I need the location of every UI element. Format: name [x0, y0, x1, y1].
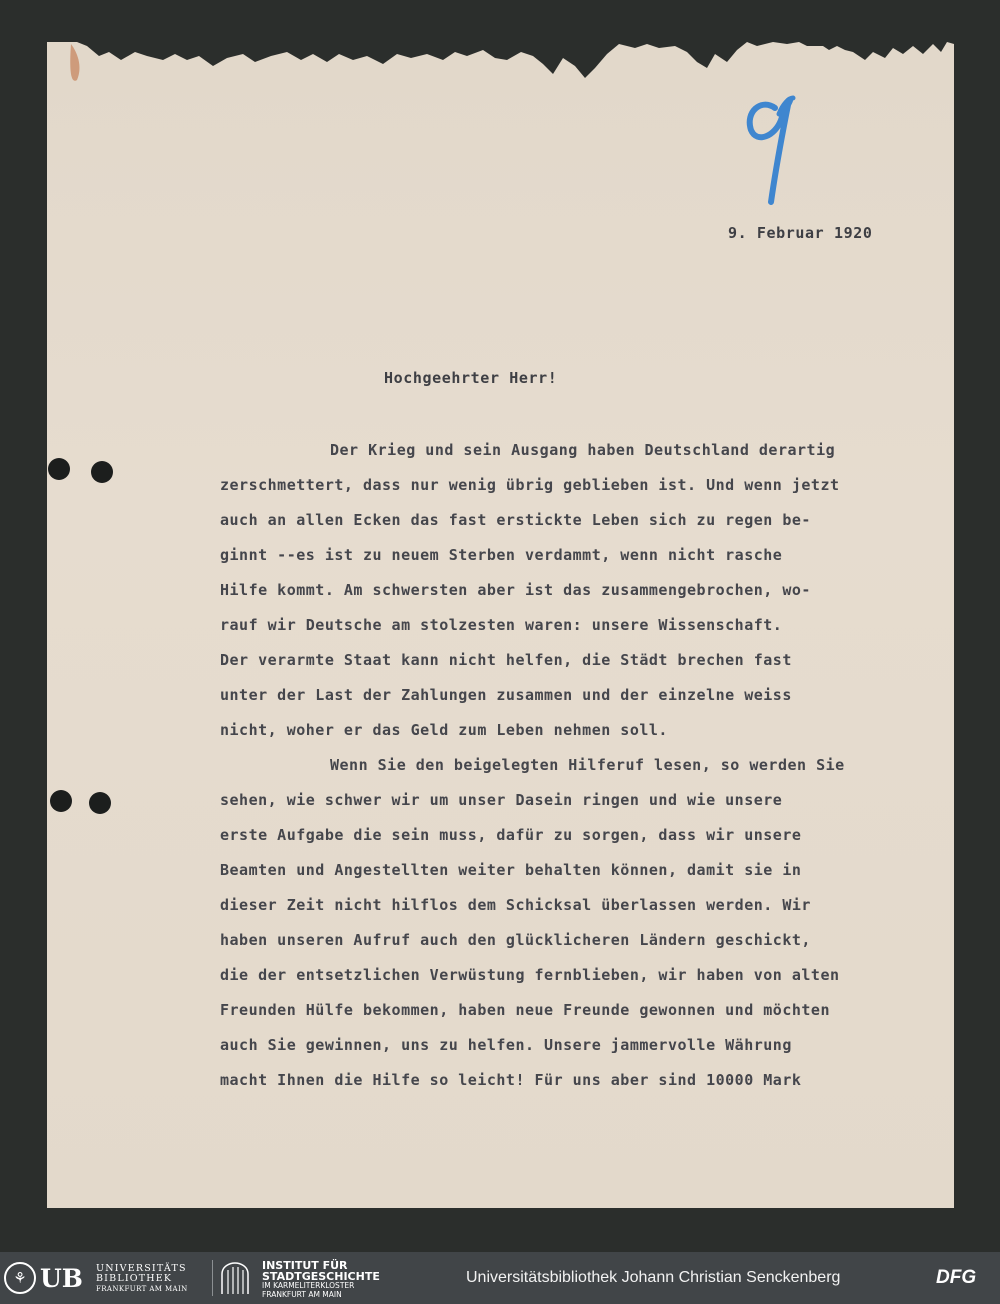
letter-line: Beamten und Angestellten weiter behalten können, damit sie in — [220, 861, 802, 879]
isg-line-2: STADTGESCHICHTE — [262, 1270, 380, 1283]
punch-hole — [91, 461, 113, 483]
isg-name — [262, 1260, 380, 1299]
isg-line-3: IM KARMELITERKLOSTER — [262, 1281, 355, 1290]
letter-date: 9. Februar 1920 — [728, 224, 873, 242]
isg-line-1: INSTITUT FÜR — [262, 1259, 348, 1272]
isg-building-icon — [220, 1262, 250, 1294]
punch-hole — [89, 792, 111, 814]
ub-name — [96, 1264, 188, 1294]
letter-line: zerschmettert, dass nur wenig übrig geblieben ist. Und wenn jetzt — [220, 476, 840, 494]
letter-line: auch Sie gewinnen, uns zu helfen. Unsere jammervolle Währung — [220, 1036, 792, 1054]
letter-line: nicht, woher er das Geld zum Leben nehmen soll. — [220, 721, 668, 739]
letter-line: macht Ihnen die Hilfe so leicht! Für uns aber sind 10000 Mark — [220, 1071, 802, 1089]
ub-line-2: BIBLIOTHEK — [96, 1273, 173, 1284]
letter-line: Freunden Hülfe bekommen, haben neue Freunde gewonnen und möchten — [220, 1001, 830, 1019]
ub-letters: UB — [40, 1264, 83, 1293]
isg-logo[interactable] — [220, 1260, 410, 1298]
footer-divider — [212, 1260, 213, 1296]
letter-line: unter der Last der Zahlungen zusammen und der einzelne weiss — [220, 686, 792, 704]
dfg-logo[interactable]: DFG — [936, 1267, 977, 1288]
salutation: Hochgeehrter Herr! — [384, 369, 558, 387]
letter-line: erste Aufgabe die sein muss, dafür zu sorgen, dass wir unsere — [220, 826, 802, 844]
punch-hole — [50, 790, 72, 812]
isg-line-4: FRANKFURT AM MAIN — [262, 1289, 342, 1299]
library-title: Universitätsbibliothek Johann Christian Senckenberg — [466, 1269, 841, 1286]
ub-seal-icon: ⚘ — [4, 1262, 36, 1294]
letter-line: Der verarmte Staat kann nicht helfen, die Städt brechen fast — [220, 651, 792, 669]
letter-line: rauf wir Deutsche am stolzesten waren: unsere Wissenschaft. — [220, 616, 783, 634]
letter-line: haben unseren Aufruf auch den glücklicheren Ländern geschickt, — [220, 931, 811, 949]
letter-line: ginnt --es ist zu neuem Sterben verdammt, wenn nicht rasche — [220, 546, 783, 564]
punch-hole — [48, 458, 70, 480]
viewer-footer — [0, 1252, 1000, 1304]
letter-line: Der Krieg und sein Ausgang haben Deutschland derartig — [330, 441, 836, 459]
folio-number — [735, 90, 805, 210]
ub-line-3: FRANKFURT AM MAIN — [96, 1285, 188, 1293]
letter-line: auch an allen Ecken das fast erstickte Leben sich zu regen be- — [220, 511, 811, 529]
letter-line: die der entsetzlichen Verwüstung fernblieben, wir haben von alten — [220, 966, 840, 984]
letter-line: Wenn Sie den beigelegten Hilferuf lesen, so werden Sie — [330, 756, 845, 774]
letter-line: Hilfe kommt. Am schwersten aber ist das zusammengebrochen, wo- — [220, 581, 811, 599]
letter-line: sehen, wie schwer wir um unser Dasein ringen und wie unsere — [220, 791, 783, 809]
letter-line: dieser Zeit nicht hilflos dem Schicksal überlassen werden. Wir — [220, 896, 811, 914]
ub-logo[interactable] — [4, 1262, 204, 1296]
ub-line-1: UNIVERSITÄTS — [96, 1263, 187, 1274]
